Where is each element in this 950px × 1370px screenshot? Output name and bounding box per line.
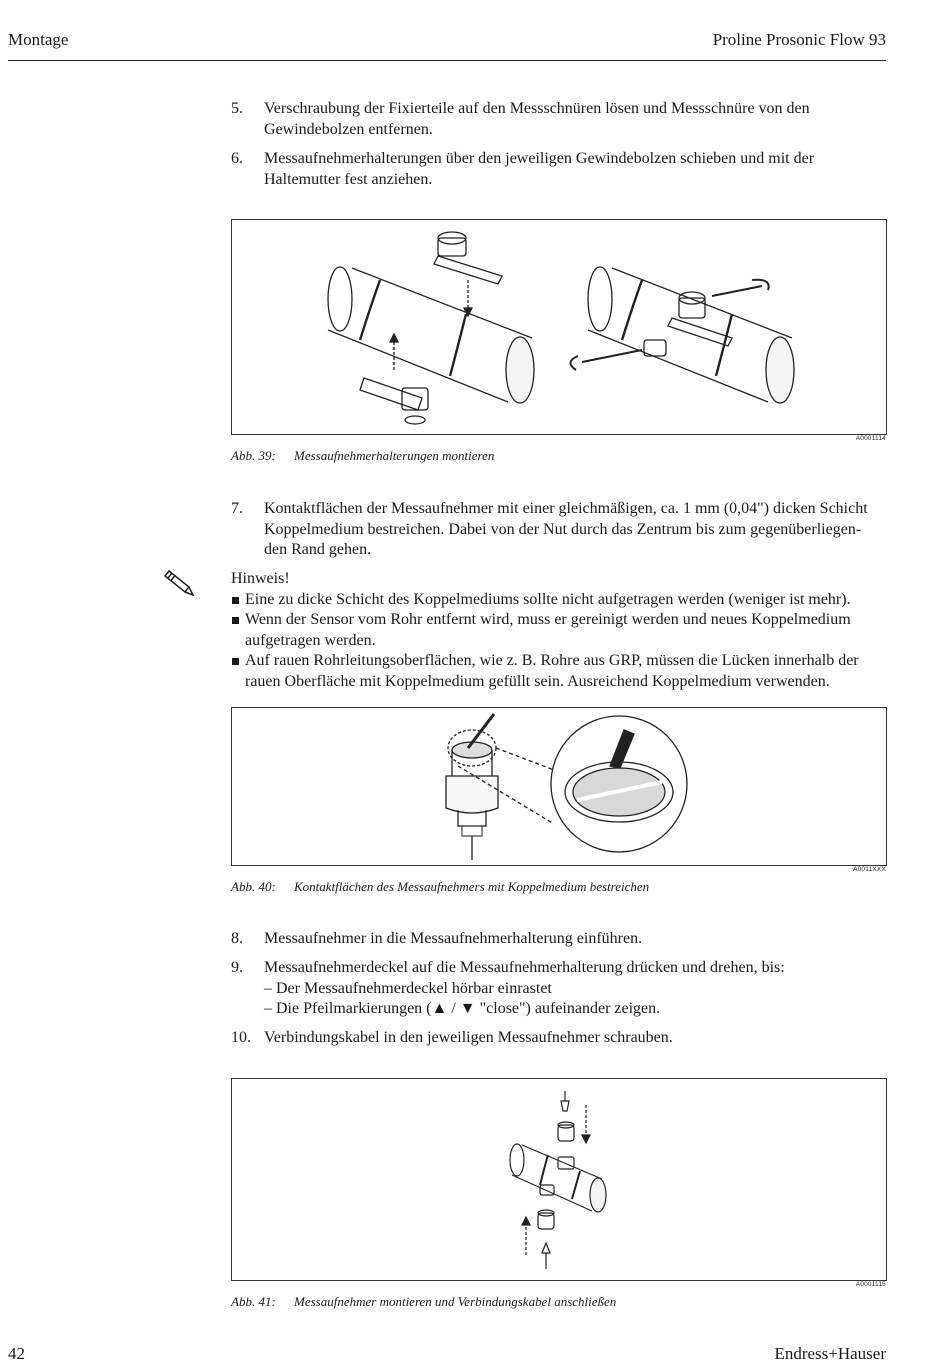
coupling-medium-illustration [232, 708, 886, 865]
step-text: Messaufnehmerhalterungen über den jeweiligen Gewindebolzen schieben und mit der Haltemutter fest anziehen. [264, 150, 815, 188]
step-text-line-2: Koppelmedium bestreichen. Dabei von der Nut durch das Zentrum bis zum gegenüberliegen- [264, 520, 862, 538]
step-text-line-1: Kontaktflächen der Messaufnehmer mit einer gleichmäßigen, ca. 1 mm (0,04") dicken Schicht [264, 500, 868, 517]
step-6 [231, 149, 891, 190]
step-9 [231, 958, 891, 1020]
note-item: Eine zu dicke Schicht des Koppelmediums sollte nicht aufgetragen werden (weniger ist mehr). [231, 590, 891, 611]
step-text: Verschraubung der Fixierteile auf den Messschnüren lösen und Messschnüre von den Gewindebolzen entfernen. [264, 100, 810, 138]
step-number: 6. [231, 150, 243, 167]
header-section: Montage [8, 30, 69, 49]
note-block [231, 569, 891, 692]
figure-39-code: A0001114 [855, 435, 886, 442]
header-rule [8, 60, 886, 61]
step-text-line-3: den Rand gehen. [264, 541, 372, 558]
footer-brand: Endress+Hauser [774, 1344, 886, 1363]
step-text: Messaufnehmerdeckel auf die Messaufnehmerhalterung drücken und drehen, bis: [264, 959, 785, 976]
caption-title: Messaufnehmerhalterungen montieren [294, 448, 495, 463]
step-number: 7. [231, 500, 243, 517]
note-item: Wenn der Sensor vom Rohr entfernt wird, muss er gereinigt werden und neues Koppelmedium aufgetragen werden. [231, 610, 891, 651]
figure-41-code: A0001115 [855, 1281, 886, 1288]
step-subitem: – Der Messaufnehmerdeckel hörbar einrastet [264, 979, 552, 997]
step-text: Verbindungskabel in den jeweiligen Messaufnehmer schrauben. [264, 1029, 673, 1046]
figure-40-code: A0011XXX [853, 866, 886, 873]
page-number: 42 [8, 1344, 25, 1363]
caption-label: Abb. 40: [231, 879, 276, 894]
caption-title: Kontaktflächen des Messaufnehmers mit Koppelmedium bestreichen [294, 879, 650, 894]
note-item: Auf rauen Rohrleitungsoberflächen, wie z. B. Rohre aus GRP, müssen die Lücken innerhalb der rauen Oberfläche mit Koppelmedium gefüllt sein. Ausreichend Koppelmedium verwenden. [231, 651, 891, 692]
step-number: 9. [231, 959, 243, 976]
note-list [231, 590, 891, 693]
step-number: 5. [231, 100, 243, 117]
figure-40-caption [231, 879, 649, 895]
figure-39-frame [231, 219, 887, 435]
figure-41-frame [231, 1078, 887, 1281]
header-product: Proline Prosonic Flow 93 [712, 30, 886, 49]
step-10 [231, 1028, 891, 1049]
sensor-holder-mounting-illustration [232, 220, 886, 434]
caption-title: Messaufnehmer montieren und Verbindungskabel anschließen [294, 1294, 617, 1309]
note-title: Hinweis! [231, 570, 290, 587]
step-8 [231, 929, 891, 950]
step-text: Messaufnehmer in die Messaufnehmerhalterung einführen. [264, 930, 643, 947]
figure-40-frame [231, 707, 887, 866]
pencil-icon [163, 567, 195, 597]
sensor-cable-illustration [232, 1079, 886, 1280]
step-subitem: – Die Pfeilmarkierungen (▲ / ▼ "close") aufeinander zeigen. [264, 1000, 661, 1017]
step-7 [231, 499, 891, 561]
step-number: 10. [231, 1029, 251, 1046]
caption-label: Abb. 39: [231, 448, 276, 463]
figure-39-caption [231, 448, 494, 464]
figure-41-caption [231, 1294, 616, 1310]
step-number: 8. [231, 930, 243, 947]
caption-label: Abb. 41: [231, 1294, 276, 1309]
step-5 [231, 99, 891, 140]
